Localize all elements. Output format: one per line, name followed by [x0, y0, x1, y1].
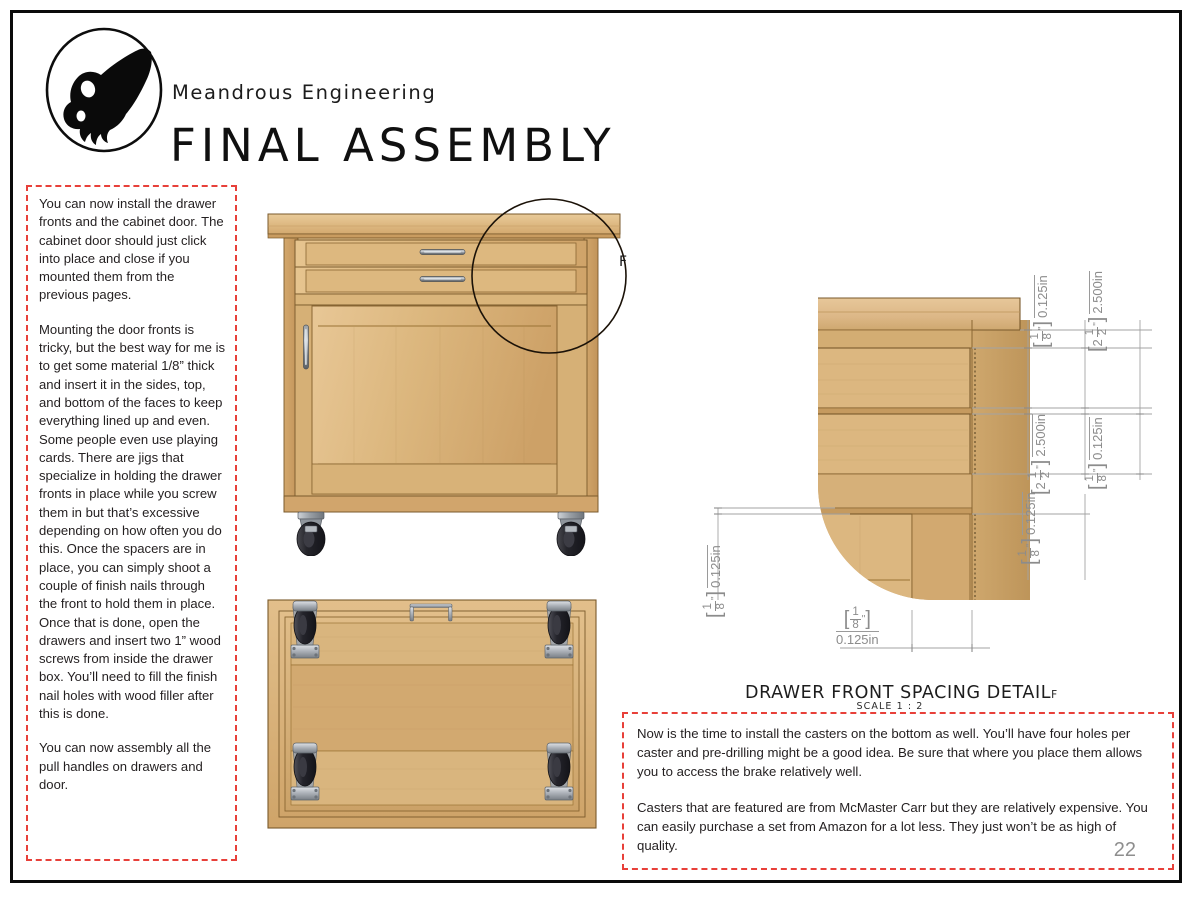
dim-frac-den: 8: [1096, 475, 1109, 482]
dimension-lower-gap: [ 1 8 " ] 0.125in: [1017, 492, 1042, 565]
note-bottom-paragraph: Now is the time to install the casters on the bottom as well. You’ll have four holes per caster and pre-drilling might be a good idea. Be sure that where you place them allows you to access the brake relatively well.: [637, 726, 1143, 780]
dim-frac-whole: 2: [1089, 339, 1105, 347]
dim-frac-num: 1: [1027, 471, 1039, 479]
cabinet-front-view: [262, 196, 632, 561]
dim-frac-den: 2: [1039, 471, 1052, 479]
note-left-paragraph: You can now assembly all the pull handles on drawers and door.: [39, 740, 212, 792]
note-box-left: [26, 185, 237, 861]
dim-frac-num: 1: [1084, 475, 1096, 482]
note-box-bottom: [622, 712, 1174, 870]
note-left-text: [28, 187, 235, 798]
detail-title-text: DRAWER FRONT SPACING DETAIL: [745, 683, 1052, 703]
dim-value: 0.125in: [1090, 417, 1106, 460]
dim-value: 0.125in: [708, 545, 724, 588]
cabinet-bottom-view-with-casters: [263, 585, 603, 865]
dim-frac-num: 1: [1017, 550, 1029, 557]
dimension-drawer-1-height: [ 2 1 2 " ] 2.500in: [1084, 271, 1109, 352]
beaver-silhouette-badge-icon: [43, 26, 165, 154]
dim-frac-den: 8: [714, 603, 727, 610]
dim-value: 2.500in: [1033, 414, 1049, 457]
dim-frac-num: 1: [1029, 333, 1041, 340]
dim-frac-den: 8: [1041, 333, 1054, 340]
note-left-paragraph: Mounting the door fronts is tricky, but the best way for me is to get some material 1/8” thick and insert it in the sides, top, and bottom of the faces to keep everything lined up and even. Some people even use playing cards. There are jigs that specialize in holding the drawer fronts in place while you screw them in but that’s excessive depending on how often you do this. Once the spacers are in place, you can simply shoot a couple of finish nails through the front to hold them in place. Once that is done, open the drawers and insert two 1” wood screws from inside the drawer box. You’ll need to fill the finish nail holes with wood filler after this is done.: [39, 321, 226, 722]
dimension-bottom-left-gap: [ 1 8 " ] 0.125in: [702, 545, 727, 618]
detail-bubble-letter-iso: F: [619, 254, 628, 270]
dimension-mid-gap: [ 1 8 " ] 0.125in: [1084, 417, 1109, 490]
dim-frac-den: 2: [1096, 328, 1109, 336]
dim-value: 0.125in: [1023, 492, 1039, 535]
note-bottom-paragraph: Casters that are featured are from McMaster Carr but they are relatively expensive. You can easily purchase a set from Amazon for a lot less. They just won’t be as high of quality.: [637, 799, 1148, 854]
detail-view-title: [745, 683, 1058, 703]
page-title: FINAL ASSEMBLY: [170, 119, 616, 172]
detail-title-letter: F: [1051, 689, 1058, 701]
dim-frac-whole: 2: [1032, 482, 1048, 490]
note-left-paragraph: You can now install the drawer fronts and the cabinet door. The cabinet door should just click into place and close if you mounted them from the previous pages.: [39, 196, 224, 303]
dim-frac-den: 8: [852, 618, 859, 631]
dim-frac-den: 8: [1029, 550, 1042, 557]
note-bottom-text: [624, 714, 1172, 859]
dim-value: 0.125in: [1035, 275, 1051, 318]
dim-frac-num: 1: [852, 606, 859, 618]
detail-view-scale: SCALE 1 : 2: [856, 701, 924, 712]
dimension-drawer-2-height: [ 2 1 2 " ] 2.500in: [1027, 414, 1052, 495]
page-number: 22: [1113, 839, 1136, 861]
dim-value: 0.125in: [836, 632, 879, 648]
brand-name: Meandrous Engineering: [172, 81, 437, 104]
dim-frac-num: 1: [1084, 328, 1096, 336]
dimension-top-gap: [ 1 8 " ] 0.125in: [1029, 275, 1054, 348]
dim-frac-num: 1: [702, 603, 714, 610]
dimension-bottom-horizontal-gap: [ $\frac{1}{8}$ " ] 0.125in: [836, 606, 879, 648]
dim-value: 2.500in: [1090, 271, 1106, 314]
